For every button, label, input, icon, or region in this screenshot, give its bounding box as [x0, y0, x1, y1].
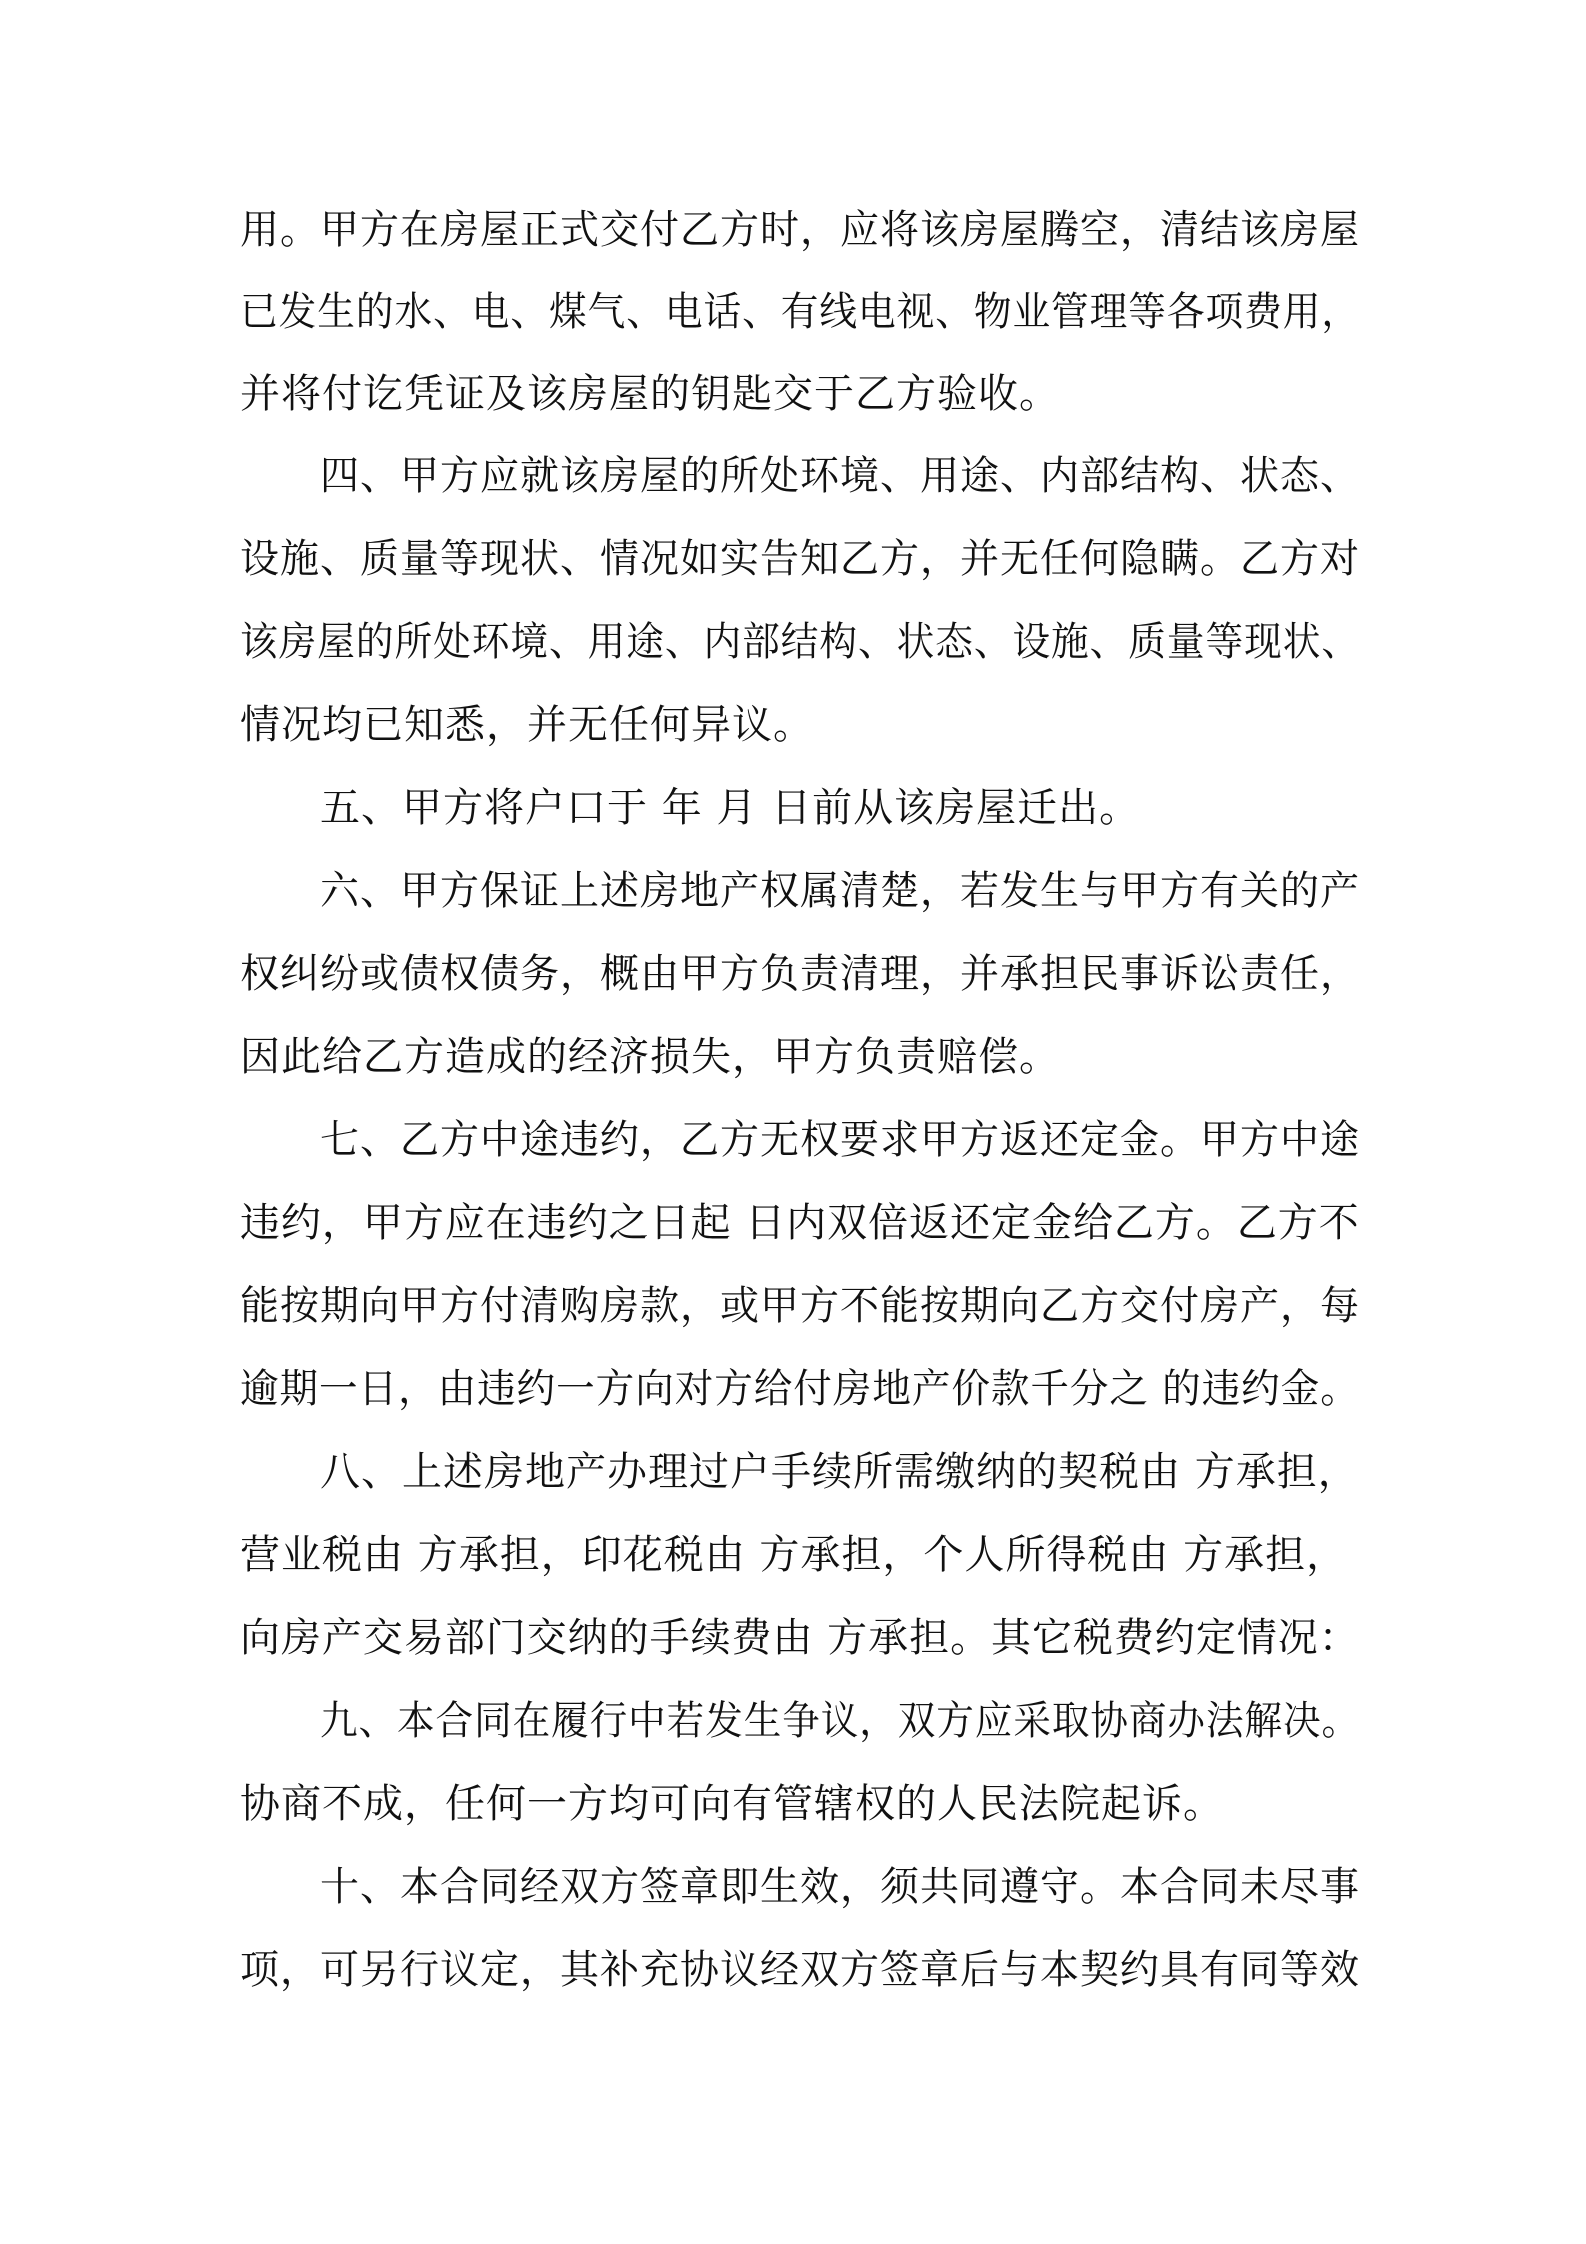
clause-6-line-1: 六、甲方保证上述房地产权属清楚，若发生与甲方有关的产 — [320, 868, 1360, 914]
clause-4-line-1: 四、甲方应就该房屋的所处环境、用途、内部结构、状态、 — [320, 453, 1360, 499]
text-line-2: 已发生的水、电、煤气、电话、有线电视、物业管理等各项费用， — [240, 289, 1361, 335]
clause-7-line-4: 逾期一日，由违约一方向对方给付房地产价款千分之 的违约金。 — [240, 1366, 1360, 1412]
clause-7-line-2: 违约，甲方应在违约之日起 日内双倍返还定金给乙方。乙方不 — [240, 1200, 1360, 1246]
clause-4-line-2: 设施、质量等现状、情况如实告知乙方，并无任何隐瞒。乙方对 — [240, 536, 1360, 582]
clause-8-line-1: 八、上述房地产办理过户手续所需缴纳的契税由 方承担， — [320, 1449, 1359, 1495]
text-line-1: 用。甲方在房屋正式交付乙方时，应将该房屋腾空，清结该房屋 — [240, 207, 1360, 253]
clause-5-line-1: 五、甲方将户口于 年 月 日前从该房屋迁出。 — [320, 785, 1141, 831]
clause-7-line-3: 能按期向甲方付清购房款，或甲方不能按期向乙方交付房产，每 — [240, 1283, 1360, 1329]
clause-6-line-3: 因此给乙方造成的经济损失，甲方负责赔偿。 — [240, 1034, 1060, 1080]
clause-9-line-1: 九、本合同在履行中若发生争议，双方应采取协商办法解决。 — [320, 1698, 1361, 1744]
clause-10-line-1: 十、本合同经双方签章即生效，须共同遵守。本合同未尽事 — [320, 1864, 1360, 1910]
clause-9-line-2: 协商不成，任何一方均可向有管辖权的人民法院起诉。 — [240, 1781, 1224, 1827]
clause-10-line-2: 项，可另行议定，其补充协议经双方签章后与本契约具有同等效 — [240, 1947, 1360, 1993]
clause-4-line-3: 该房屋的所处环境、用途、内部结构、状态、设施、质量等现状、 — [240, 619, 1361, 665]
clause-7-line-1: 七、乙方中途违约，乙方无权要求甲方返还定金。甲方中途 — [320, 1117, 1360, 1163]
clause-6-line-2: 权纠纷或债权债务，概由甲方负责清理，并承担民事诉讼责任， — [240, 951, 1360, 997]
clause-8-line-3: 向房产交易部门交纳的手续费由 方承担。其它税费约定情况： — [240, 1615, 1360, 1661]
clause-8-line-2: 营业税由 方承担，印花税由 方承担，个人所得税由 方承担， — [240, 1532, 1348, 1578]
clause-4-line-4: 情况均已知悉，并无任何异议。 — [240, 702, 814, 748]
text-line-3: 并将付讫凭证及该房屋的钥匙交于乙方验收。 — [240, 371, 1060, 417]
